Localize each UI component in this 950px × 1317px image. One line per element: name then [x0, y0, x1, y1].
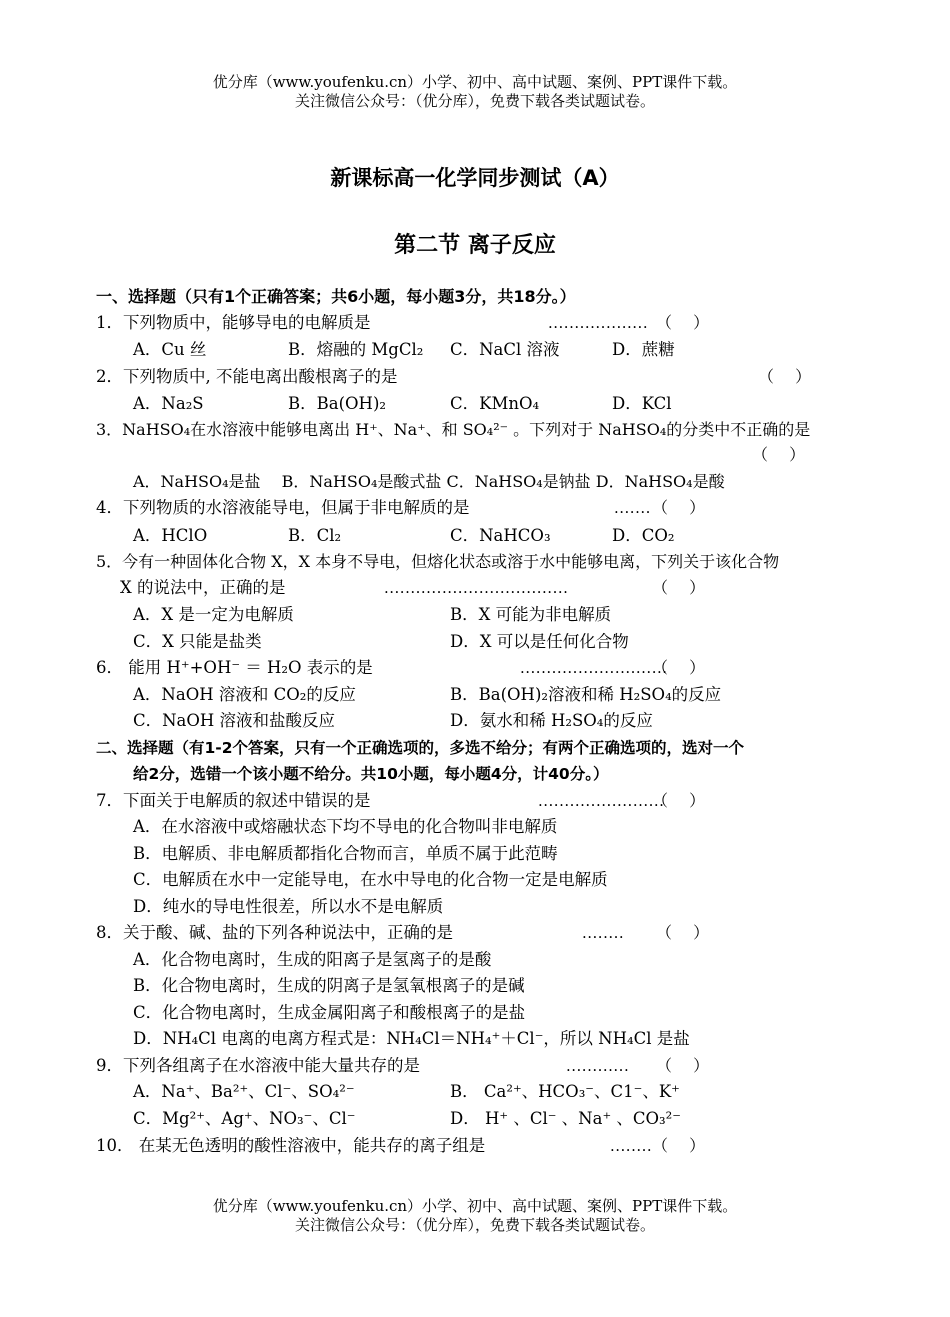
- q2-option-d: D．KCl: [612, 394, 672, 413]
- footer-line-2: 关注微信公众号：（优分库），免费下载各类试题试卷。: [294, 1216, 655, 1234]
- section-2-heading-line-2: 给2分，选错一个该小题不给分。共10小题，每小题4分，计40分。）: [133, 765, 609, 783]
- q9-stem: 9．下列各组离子在水溶液中能大量共存的是: [96, 1056, 420, 1075]
- q2-option-c: C．KMnO₄: [450, 394, 540, 413]
- q9-option-a: A．Na⁺、Ba²⁺、Cl⁻、SO₄²⁻: [133, 1082, 355, 1101]
- q7-answer-bracket: （ ）: [652, 791, 706, 810]
- q8-stem: 8．关于酸、碱、盐的下列各种说法中，正确的是: [96, 923, 453, 942]
- q6-option-a: A．NaOH 溶液和 CO₂的反应: [133, 685, 356, 704]
- q5-dots: ...................................: [384, 579, 569, 597]
- q8-option-c: C．化合物电离时，生成金属阳离子和酸根离子的是盐: [133, 1003, 526, 1022]
- q2-stem: 2．下列物质中, 不能电离出酸根离子的是: [96, 367, 398, 386]
- section-1-heading: 一、选择题（只有1个正确答案；共6小题，每小题3分，共18分。）: [96, 287, 576, 306]
- q7-option-d: D．纯水的导电性很差，所以水不是电解质: [133, 897, 444, 916]
- q4-stem: 4．下列物质的水溶液能导电，但属于非电解质的是: [96, 498, 470, 517]
- q2-option-b: B．Ba(OH)₂: [288, 394, 386, 413]
- q8-option-d: D．NH₄Cl 电离的电离方程式是：NH₄Cl＝NH₄⁺＋Cl⁻，所以 NH₄Cl 是盐: [133, 1029, 690, 1048]
- q3-answer-bracket: （ ）: [752, 445, 806, 464]
- q2-answer-bracket: （ ）: [758, 367, 812, 386]
- q3-options: A．NaHSO₄是盐 B．NaHSO₄是酸式盐 C．NaHSO₄是钠盐 D．NaHSO₄是酸: [133, 472, 725, 491]
- q5-option-d: D．X 可以是任何化合物: [450, 632, 629, 651]
- q5-stem-line-2: X 的说法中，正确的是: [120, 578, 286, 597]
- q7-dots: ........................: [538, 792, 665, 810]
- q7-option-a: A．在水溶液中或熔融状态下均不导电的化合物叫非电解质: [133, 817, 558, 836]
- q1-stem: 1．下列物质中，能够导电的电解质是: [96, 313, 371, 332]
- q4-option-a: A．HClO: [133, 526, 208, 545]
- q2-option-a: A．Na₂S: [133, 394, 204, 413]
- q9-option-d: D． H⁺ 、Cl⁻ 、Na⁺ 、CO₃²⁻: [450, 1109, 681, 1128]
- q6-option-b: B．Ba(OH)₂溶液和稀 H₂SO₄的反应: [450, 685, 722, 704]
- q1-option-b: B．熔融的 MgCl₂: [288, 340, 424, 359]
- header-line-1: 优分库（www.youfenku.cn）小学、初中、高中试题、案例、PPT课件下载。: [212, 73, 738, 91]
- q1-option-a: A．Cu 丝: [133, 340, 207, 359]
- q4-answer-bracket: （ ）: [652, 498, 706, 517]
- q6-answer-bracket: （ ）: [652, 658, 706, 677]
- page-subtitle: 第二节 离子反应: [394, 233, 556, 258]
- q9-answer-bracket: （ ）: [656, 1056, 710, 1075]
- q1-option-d: D．蔗糖: [612, 340, 675, 359]
- q9-option-c: C．Mg²⁺、Ag⁺、NO₃⁻、Cl⁻: [133, 1109, 356, 1128]
- q6-dots: ............................: [520, 659, 668, 677]
- section-2-heading-line-1: 二、选择题（有1-2个答案，只有一个正确选项的，多选不给分；有两个正确选项的，选对一个: [96, 739, 745, 757]
- q8-dots: ........: [582, 924, 625, 942]
- footer-line-1: 优分库（www.youfenku.cn）小学、初中、高中试题、案例、PPT课件下载。: [212, 1197, 738, 1215]
- q4-dots: .......: [614, 499, 651, 517]
- q10-stem: 10． 在某无色透明的酸性溶液中，能共存的离子组是: [96, 1136, 486, 1155]
- q5-option-b: B．X 可能为非电解质: [450, 605, 612, 624]
- q8-option-a: A．化合物电离时，生成的阳离子是氢离子的是酸: [133, 950, 492, 969]
- q1-dots: ...................: [548, 314, 649, 332]
- q7-stem: 7．下面关于电解质的叙述中错误的是: [96, 791, 371, 810]
- q1-option-c: C．NaCl 溶液: [450, 340, 560, 359]
- q9-option-b: B． Ca²⁺、HCO₃⁻、C1⁻、K⁺: [450, 1082, 680, 1101]
- q6-stem: 6． 能用 H⁺+OH⁻ ＝ H₂O 表示的是: [96, 658, 373, 677]
- q7-option-c: C．电解质在水中一定能导电，在水中导电的化合物一定是电解质: [133, 870, 608, 889]
- q5-answer-bracket: （ ）: [652, 578, 706, 597]
- q7-option-b: B．电解质、非电解质都指化合物而言，单质不属于此范畴: [133, 844, 558, 863]
- q5-stem-line-1: 5．今有一种固体化合物 X，X 本身不导电，但熔化状态或溶于水中能够电离，下列关于该化合物: [96, 552, 780, 571]
- q5-option-a: A．X 是一定为电解质: [133, 605, 294, 624]
- q1-answer-bracket: （ ）: [656, 313, 710, 332]
- q4-option-b: B．Cl₂: [288, 526, 342, 545]
- q8-answer-bracket: （ ）: [656, 923, 710, 942]
- q4-option-c: C．NaHCO₃: [450, 526, 551, 545]
- q10-answer-bracket: （ ）: [652, 1136, 706, 1155]
- q4-option-d: D．CO₂: [612, 526, 675, 545]
- q10-dots: ........: [610, 1137, 653, 1155]
- q6-option-c: C．NaOH 溶液和盐酸反应: [133, 711, 336, 730]
- q8-option-b: B．化合物电离时，生成的阴离子是氢氧根离子的是碱: [133, 976, 525, 995]
- q6-option-d: D．氨水和稀 H₂SO₄的反应: [450, 711, 653, 730]
- q5-option-c: C．X 只能是盐类: [133, 632, 262, 651]
- q9-dots: ............: [566, 1057, 630, 1075]
- q3-stem: 3．NaHSO₄在水溶液中能够电离出 H⁺、Na⁺、和 SO₄²⁻ 。下列对于 NaHSO₄的分类中不正确的是: [96, 420, 811, 439]
- page-title: 新课标高一化学同步测试（A）: [330, 166, 620, 190]
- header-line-2: 关注微信公众号：（优分库），免费下载各类试题试卷。: [294, 92, 655, 110]
